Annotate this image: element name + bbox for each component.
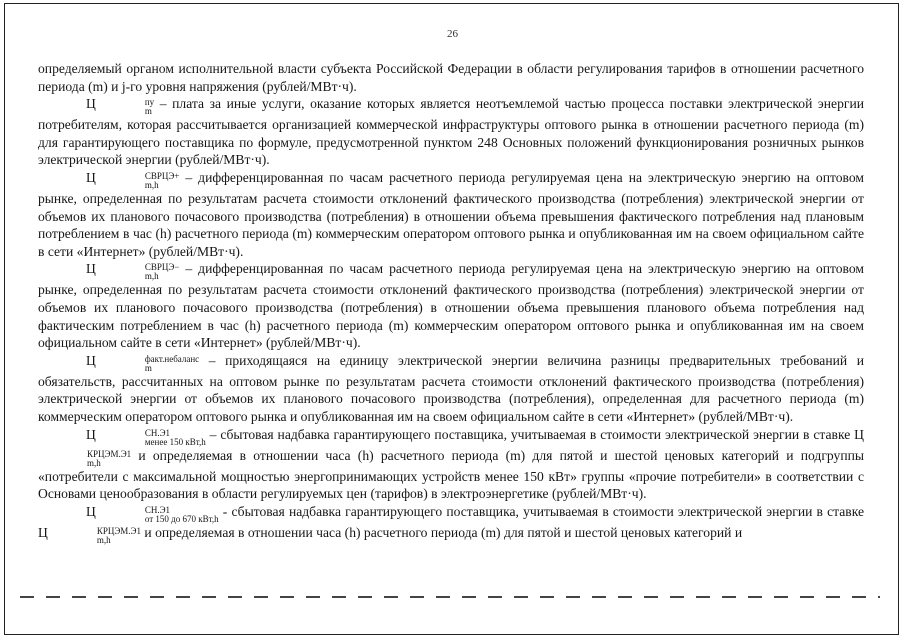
paragraph-text: и определяемая в отношении часа (h) расчетного периода (m) для пятой и шестой ценовых категорий и [144,524,743,540]
formula-symbol: Ц СН.Э1 менее 150 кВт,h [86,426,206,447]
paragraph-text: – дифференцированная по часам расчетного периода регулируемая цена на электрическую энергию на оптовом рынке, определенная по результатам расчета стоимости отклонений фактического производства (потребления) электрической энергии от объемов их планового почасового производства (потребления) в отношении объема превышения фактического потребления над плановым потреблением в час (h) расчетного периода (m) коммерческим оператором оптового рынка и опубликованная им на своем официальном сайте в сети «Интернет» (рублей/МВт·ч). [38,169,864,259]
paragraph-3 [38,169,864,260]
paragraph-text: – дифференцированная по часам расчетного периода регулируемая цена на электрическую энергию на оптовом рынке, определенная по результатам расчета стоимости отклонений фактического производства (потребления) электрической энергии от объемов их планового почасового производства (потребления) в отношении объема превышения планового объема потребления над фактическим потреблением в час (h) расчетного периода (m) коммерческим оператором оптового рынка и опубликованная им на своем официальном сайте в сети «Интернет» (рублей/МВт·ч). [38,261,864,351]
page-number: 26 [447,28,458,40]
paragraph-4 [38,260,864,351]
formula-symbol: Ц СВРЦЭ− m,h [86,261,180,282]
formula-symbol: Ц СВРЦЭ+ m,h [86,169,180,190]
formula-symbol: Ц КРЦЭМ.Э1 m,h [38,524,141,545]
paragraph-1 [38,60,864,95]
formula-symbol: Ц КРЦЭМ.Э1 m,h [87,426,864,468]
paragraph-text: и определяемая в отношении часа (h) расчетного периода (m) для пятой и шестой ценовых категорий и подгруппы «потребители с максимальной мощностью энергопринимающих устройств менее 150 кВт» группы «прочие потребители» в соответствии с Основами ценообразования в области регулируемых цен (тарифов) в электроэнергетике (рублей/МВт·ч). [38,447,864,502]
formula-symbol: Ц пу m [86,96,155,117]
formula-symbol: Ц факт.небаланс m [86,352,200,373]
paragraph-text: - сбытовая надбавка гарантирующего поставщика, учитываемая в стоимости электрической энергии в ставке [222,503,864,519]
paragraph-2 [38,95,864,169]
paragraph-text: – плата за иные услуги, оказание которых является неотъемлемой частью процесса поставки электрической энергии потребителям, которая рассчитывается организацией коммерческой инфраструктуры оптового рынка в отношении расчетного периода (m) для гарантирующего поставщика по формуле, предусмотренной пунктом 248 Основных положений функционирования розничных рынков электрической энергии (рублей/МВт·ч). [38,96,864,168]
page-cut-line [20,596,880,598]
paragraph-7 [38,503,864,545]
document-body [38,60,864,545]
paragraph-text: – сбытовая надбавка гарантирующего поставщика, учитываемая в стоимости электрической энергии в ставке [209,426,851,442]
paragraph-text: – приходящаяся на единицу электрической энергии величина разницы предварительных требований и обязательств, рассчитанных на оптовом рынке по результатам расчета стоимости отклонений фактического производства (потребления) электрической энергии от объемов их планового почасового производства (потребления), определенная для расчетного периода (m) коммерческим оператором оптового рынка и опубликованная им на своем официальном сайте в сети «Интернет» (рублей/МВт·ч). [38,352,864,424]
formula-symbol: Ц СН.Э1 от 150 до 670 кВт,h [86,503,219,524]
paragraph-text: определяемый органом исполнительной власти субъекта Российской Федерации в области регулирования тарифов в отношении расчетного периода (m) и j-го уровня напряжения (рублей/МВт·ч). [38,61,864,94]
paragraph-5 [38,352,864,426]
paragraph-6 [38,426,864,503]
